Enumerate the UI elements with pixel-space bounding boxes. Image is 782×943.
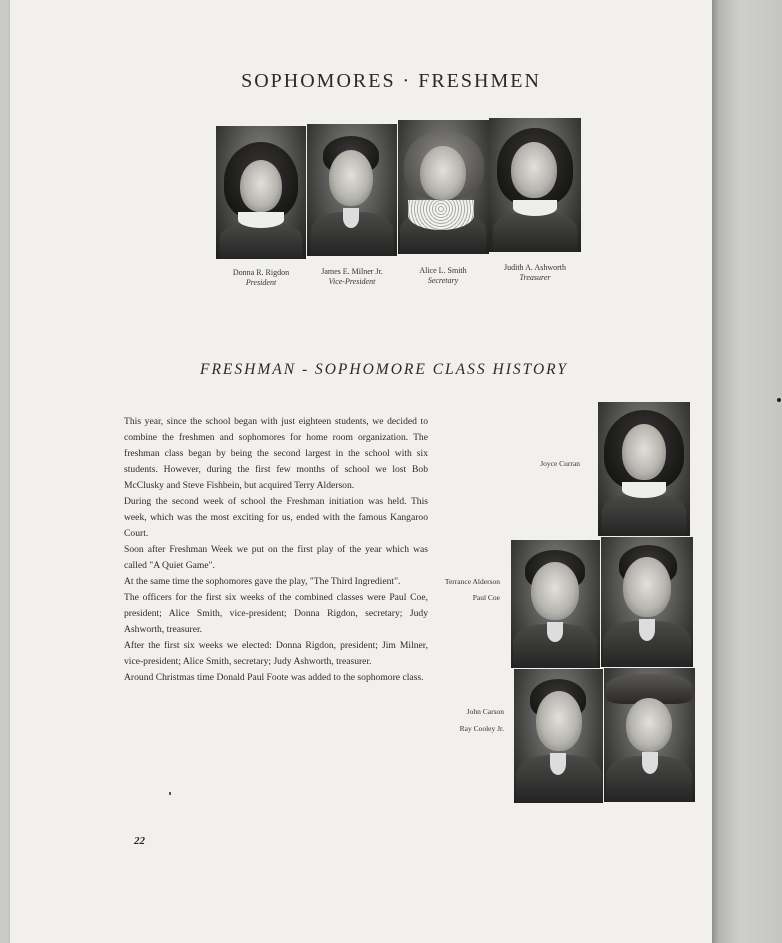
print-speck (169, 792, 171, 795)
officer-caption-president (216, 268, 306, 288)
officer-role: Treasurer (519, 273, 551, 282)
history-paragraph: The officers for the first six weeks of the combined classes were Paul Coe, president; Alice Smith, vice-president; Donna Rigdon, secretary; Judy Ashworth, treasurer. (124, 592, 428, 635)
page-title: SOPHOMORES · FRESHMEN (241, 70, 541, 92)
portrait-joyce-curran (598, 402, 690, 536)
page-speck (777, 398, 781, 402)
portrait-john-carson (514, 669, 603, 803)
officer-caption-treasurer (489, 263, 581, 283)
portrait-alice-smith (398, 120, 489, 254)
officer-name: Alice L. Smith (419, 266, 467, 275)
officer-name: Judith A. Ashworth (503, 263, 566, 272)
history-paragraph: At the same time the sophomores gave the play, "The Third Ingredient". (124, 576, 401, 587)
label-joyce-curran: Joyce Curran (540, 459, 580, 468)
class-history-title: FRESHMAN - SOPHOMORE CLASS HISTORY (200, 361, 568, 378)
label-paul-coe: Paul Coe (472, 593, 500, 602)
history-paragraph: Around Christmas time Donald Paul Foote was added to the sophomore class. (124, 672, 424, 683)
officer-name: James E. Milner Jr. (321, 267, 383, 276)
portrait-paul-coe (601, 537, 693, 667)
portrait-ray-cooley (604, 668, 695, 802)
history-paragraph: After the first six weeks we elected: Donna Rigdon, president; Jim Milner, vice-president; Alice Smith, secretary; Judy Ashworth, treasurer. (124, 640, 428, 667)
officer-role: Vice-President (328, 277, 376, 286)
label-john-carson: John Carson (466, 707, 504, 716)
history-paragraph: Soon after Freshman Week we put on the first play of the year which was called "A Quiet Game". (124, 544, 428, 571)
officer-name: Donna R. Rigdon (232, 268, 290, 277)
officer-caption-secretary (398, 266, 488, 286)
portrait-terrance-alderson (511, 540, 600, 668)
next-page-edge (712, 0, 782, 943)
portrait-judith-ashworth (489, 118, 581, 252)
officer-role: Secretary (427, 276, 459, 285)
page-number: 22 (134, 835, 145, 847)
label-ray-cooley: Ray Cooley Jr. (459, 724, 504, 733)
history-paragraph: This year, since the school began with just eighteen students, we decided to combine the freshmen and sophomores for home room organization. The freshman class began by being the second largest in the school with six students. However, during the first few months of school we lost Bob McClusky and Steve Fishbein, but acquired Terry Alderson. (124, 416, 428, 491)
officer-role: President (245, 278, 277, 287)
history-paragraph: During the second week of school the Freshman initiation was held. This week, which was the most exciting for us, ended with the famous Kangaroo Court. (124, 496, 428, 539)
portrait-james-milner (307, 124, 397, 256)
officer-caption-vice-president (307, 267, 397, 287)
portrait-donna-rigdon (216, 126, 306, 259)
class-history-text (124, 414, 428, 686)
label-terrance-alderson: Terrance Alderson (444, 577, 500, 586)
